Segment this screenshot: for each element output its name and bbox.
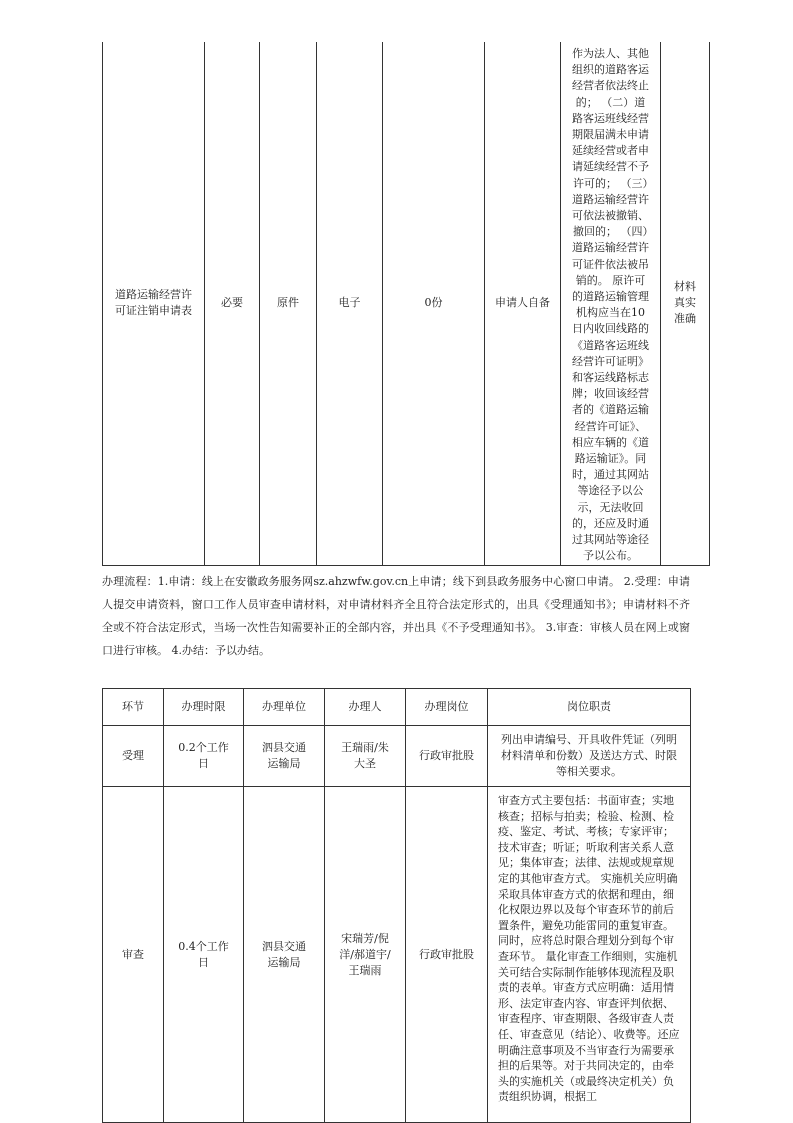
- step-person: 王瑞雨/朱大圣: [325, 726, 406, 787]
- step-person: 宋瑞芳/倪洋/郝道宇/王瑞雨: [325, 787, 406, 1123]
- material-copies: 0份: [383, 42, 485, 565]
- step-stage: 审查: [103, 787, 164, 1123]
- table-row: [103, 726, 691, 787]
- header-duty: 岗位职责: [488, 689, 691, 726]
- material-necessity: 必要: [205, 42, 260, 565]
- step-time: 0.2个工作日: [164, 726, 244, 787]
- step-post: 行政审批股: [406, 726, 488, 787]
- material-row: [103, 42, 710, 565]
- steps-table: [102, 688, 691, 1123]
- step-unit: 泗县交通运输局: [244, 787, 325, 1123]
- table-row: [103, 787, 691, 1123]
- material-type: 原件: [260, 42, 317, 565]
- header-person: 办理人: [325, 689, 406, 726]
- header-stage: 环节: [103, 689, 164, 726]
- step-time: 0.4个工作日: [164, 787, 244, 1123]
- steps-header-row: [103, 689, 691, 726]
- step-unit: 泗县交通运输局: [244, 726, 325, 787]
- material-name: 道路运输经营许可证注销申请表: [103, 42, 205, 565]
- materials-table: [102, 42, 710, 566]
- step-duty: 审查方式主要包括：书面审查；实地核查；招标与拍卖；检验、检测、检疫、鉴定、考试、考核；专家评审；技术审查；听证；听取利害关系人意见；集体审查；法律、法规或规章规定的其他审查方式。 实施机关应明确采取具体审查方式的依据和理由，细化权限边界以及每个审查环节的前后置条件，避免功能雷同的重复审查。同时，应将总时限合理划分到每个审查环节。 量化审查工作细则，实施机关可结合实际制作能够体现流程及职责的表单。审查方式应明确：适用情形、法定审查内容、审查评判依据、审查程序、审查期限、各级审查人责任、审查意见（结论）、收费等。还应明确注意事项及不当审查行为需要承担的后果等。对于共同决定的，由牵头的实施机关（或最终决定机关）负责组织协调，根据工: [488, 787, 691, 1123]
- header-time: 办理时限: [164, 689, 244, 726]
- material-form: 电子: [317, 42, 383, 565]
- header-unit: 办理单位: [244, 689, 325, 726]
- material-source: 申请人自备: [485, 42, 561, 565]
- material-requirement: 作为法人、其他组织的道路客运经营者依法终止的； （二）道路客运班线经营期限届满未申请延续经营或者申请延续经营不予许可的； （三）道路运输经营许可依法被撤销、撤回的； （四）道路运输经营许可证件依法被吊销的。 原许可的道路运输管理机构应当在10日内收回线路的《道路客运班线经营许可证明》和客运线路标志牌；收回该经营者的《道路运输经营许可证》、相应车辆的《道路运输证》。同时，通过其网站等途径予以公示，无法收回的，还应及时通过其网站等途径予以公布。: [561, 42, 661, 565]
- step-stage: 受理: [103, 726, 164, 787]
- step-duty: 列出申请编号、开具收件凭证（列明材料清单和份数）及送达方式、时限等相关要求。: [488, 726, 691, 787]
- process-description: 办理流程：1.申请：线上在安徽政务服务网sz.ahzwfw.gov.cn上申请；线下到县政务服务中心窗口申请。 2.受理：申请人提交申请资料，窗口工作人员审查申请材料，对申请材料齐全且符合法定形式的，出具《受理通知书》；申请材料不齐全或不符合法定形式，当场一次性告知需要补正的全部内容，并出具《不予受理通知书》。 3.审查：审核人员在网上或窗口进行审核。 4.办结：予以办结。: [102, 575, 690, 657]
- header-post: 办理岗位: [406, 689, 488, 726]
- step-post: 行政审批股: [406, 787, 488, 1123]
- material-note: 材料真实准确: [661, 42, 710, 565]
